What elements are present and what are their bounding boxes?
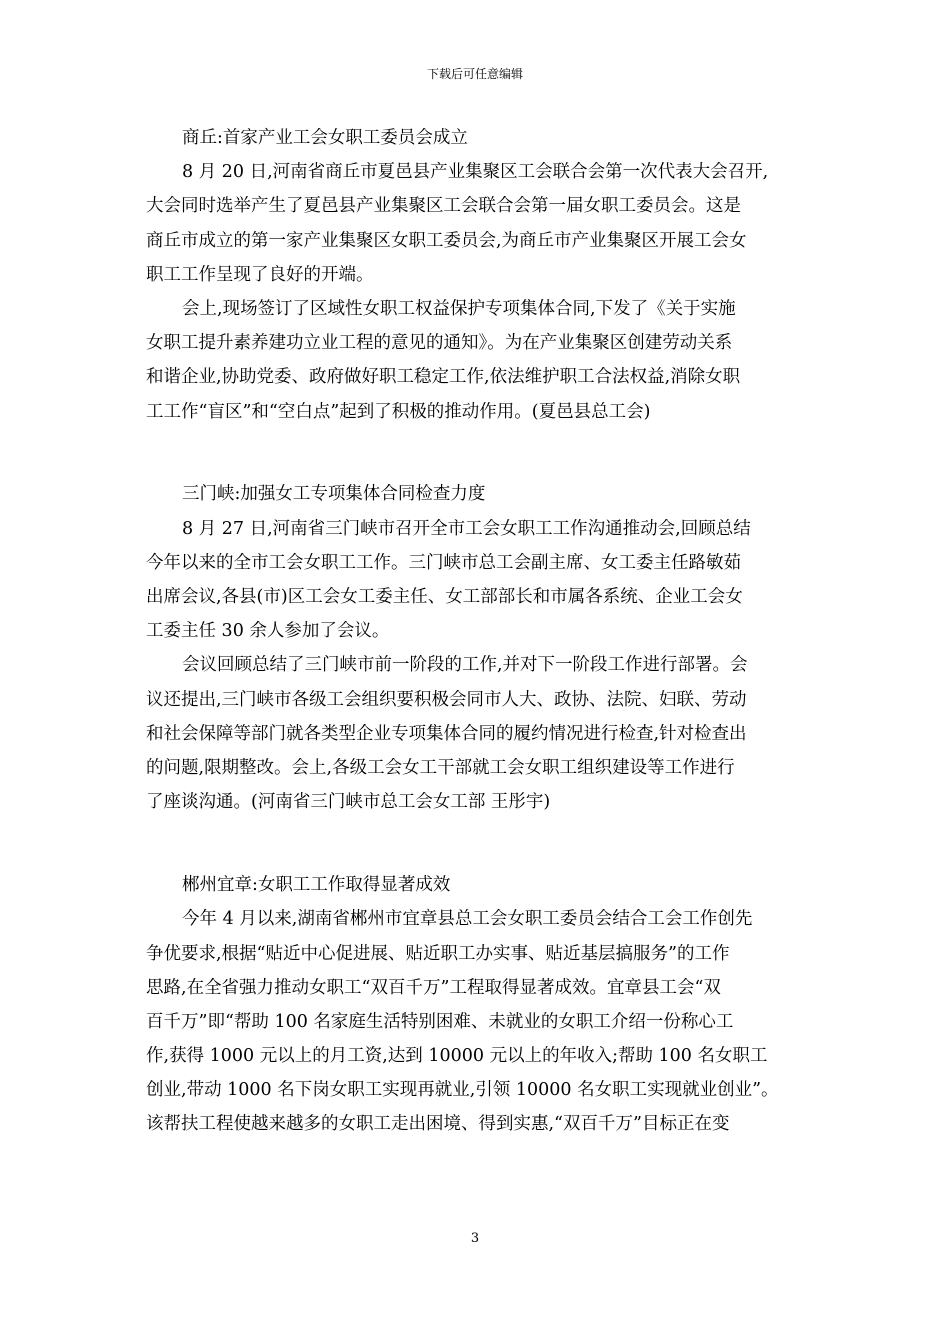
paragraph-line: 工工作“盲区”和“空白点”起到了积极的推动作用。(夏邑县总工会) [146, 401, 651, 422]
document-body [146, 121, 816, 1142]
paragraph-line: 的问题,限期整改。会上,各级工会女工干部就工会女职工组织建设等工作进行 [146, 757, 735, 778]
paragraph-line: 今年以来的全市工会女职工工作。三门峡市总工会副主席、女工委主任路敏茹 [146, 552, 741, 573]
section-title: 商丘:首家产业工会女职工委员会成立 [182, 128, 468, 148]
paragraph-line: 争优要求,根据“贴近中心促进展、贴近职工办实事、贴近基层搞服务”的工作 [146, 943, 730, 964]
paragraph-line: 和谐企业,协助党委、政府做好职工稳定工作,依法维护职工合法权益,消除女职 [146, 367, 741, 388]
section-spacer [146, 429, 816, 478]
paragraph-line: 该帮扶工程使越来越多的女职工走出困境、得到实惠,“双百千万”目标正在变 [146, 1114, 730, 1135]
paragraph-line: 女职工提升素养建功立业工程的意见的通知》。为在产业集聚区创建劳动关系 [146, 333, 733, 354]
paragraph-line: 百千万”即“帮助 100 名家庭生活特别困难、未就业的女职工介绍一份称心工 [146, 1011, 734, 1032]
paragraph-line: 了座谈沟通。(河南省三门峡市总工会女工部 王彤宇) [146, 792, 551, 813]
paragraph-line: 出席会议,各县(市)区工会女工委主任、女工部部长和市属各系统、企业工会女 [146, 587, 743, 608]
paragraph-line: 议还提出,三门峡市各级工会组织要积极会同市人大、政协、法院、妇联、劳动 [146, 689, 747, 710]
section-title: 郴州宜章:女职工工作取得显著成效 [182, 875, 451, 896]
paragraph-line: 商丘市成立的第一家产业集聚区女职工委员会,为商丘市产业集聚区开展工会女 [146, 230, 747, 251]
paragraph-line: 大会同时选举产生了夏邑县产业集聚区工会联合会第一届女职工委员会。这是 [146, 196, 741, 217]
section-title: 三门峡:加强女工专项集体合同检查力度 [182, 484, 486, 505]
paragraph-line: 职工工作呈现了良好的开端。 [146, 264, 374, 285]
paragraph-line: 创业,带动 1000 名下岗女职工实现再就业,引领 10000 名女职工实现就业创业”。 [146, 1080, 779, 1101]
page-number: 3 [470, 1231, 480, 1246]
paragraph-line: 会议回顾总结了三门峡市前一阶段的工作,并对下一阶段工作进行部署。会 [182, 655, 748, 676]
section-spacer [146, 819, 816, 868]
paragraph-line: 今年 4 月以来,湖南省郴州市宜章县总工会女职工委员会结合工会工作创先 [182, 909, 753, 930]
paragraph-line: 8 月 20 日,河南省商丘市夏邑县产业集聚区工会联合会第一次代表大会召开, [182, 162, 769, 183]
page-header-note: 下载后可任意编辑 [426, 67, 523, 81]
paragraph-line: 会上,现场签订了区域性女职工权益保护专项集体合同,下发了《关于实施 [182, 298, 736, 319]
paragraph-line: 工委主任 30 余人参加了会议。 [146, 621, 390, 642]
paragraph-line: 作,获得 1000 元以上的月工资,达到 10000 元以上的年收入;帮助 100 名女职工 [146, 1046, 768, 1067]
paragraph-line: 思路,在全省强力推动女职工“双百千万”工程取得显著成效。宜章县工会“双 [146, 977, 721, 998]
paragraph-line: 和社会保障等部门就各类型企业专项集体合同的履约情况进行检查,针对检查出 [146, 723, 747, 744]
paragraph-line: 8 月 27 日,河南省三门峡市召开全市工会女职工工作沟通推动会,回顾总结 [182, 518, 751, 539]
